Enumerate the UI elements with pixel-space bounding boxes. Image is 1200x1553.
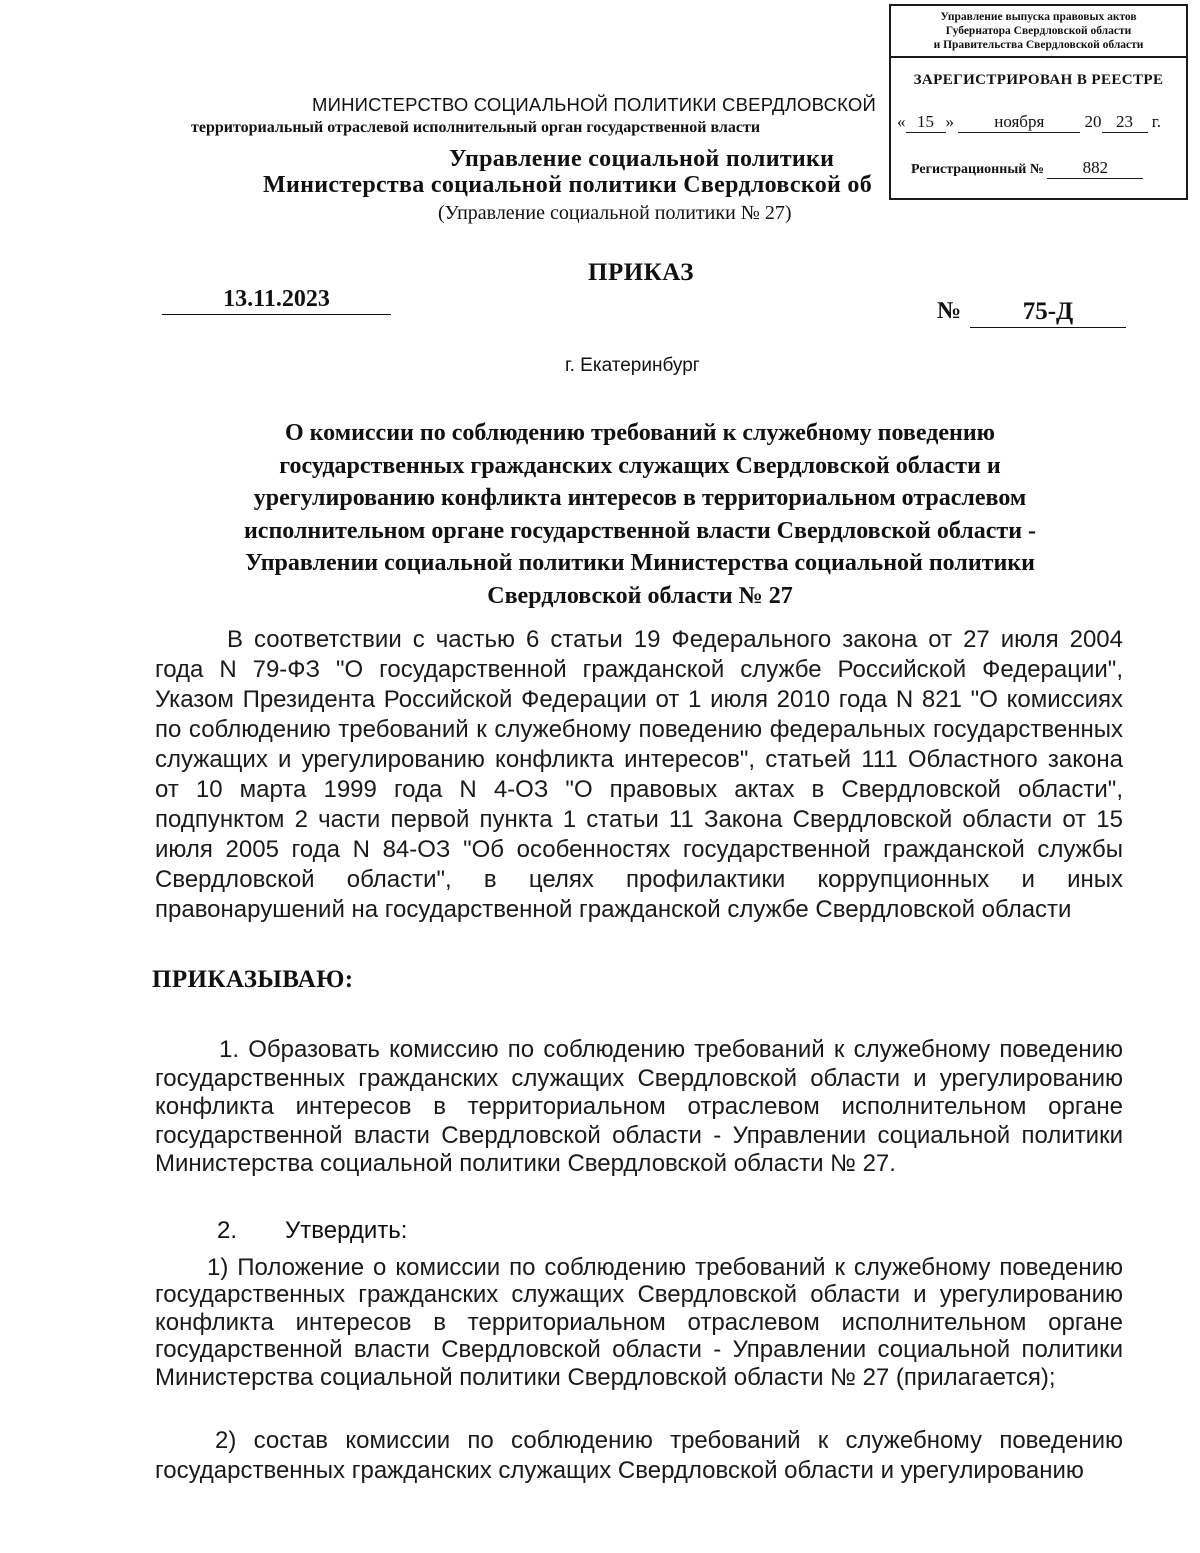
order-item-2-number: 2. (217, 1217, 238, 1244)
department-abbreviation: (Управление социальной политики № 27) (438, 202, 792, 224)
subject-line: исполнительном органе государственной власти Свердловской области - (243, 517, 1037, 544)
stamp-day: 15 (906, 112, 946, 133)
stamp-year-label: г. (1151, 112, 1162, 131)
order-item-1: 1. Образовать комиссию по соблюдению требований к служебному поведению государственных гражданских служащих Свердловской области и урегулированию конфликта интересов в территориальном отраслевом исполнительном органе государственной власти Свердловской области - Управлении социальной политики Министерства социальной политики Свердловской области № 27. (155, 1036, 1123, 1178)
stamp-registered-label: ЗАРЕГИСТРИРОВАН В РЕЕСТРЕ (913, 72, 1164, 88)
order-subitem-1: 1) Положение о комиссии по соблюдению требований к служебному поведению государственных гражданских служащих Свердловской области и урегулированию конфликта интересов в территориальном отраслевом исполнительном органе государственной власти Свердловской области - Управлении социальной политики Министерства социальной политики Свердловской области № 27 (прилагается); (155, 1254, 1123, 1391)
subject-line: Управлении социальной политики Министерства социальной политики (245, 550, 1035, 576)
order-number-label: № (937, 298, 962, 324)
stamp-close-quote: » (945, 112, 954, 131)
department-line: Управление социальной политики (449, 146, 835, 172)
order-item-2-text: Утвердить: (285, 1217, 408, 1244)
stamp-header-line: Губернатора Свердловской области (945, 25, 1132, 37)
stamp-number: 882 (1047, 158, 1143, 179)
territorial-body: территориальный отраслевой исполнительный орган государственной власти (191, 119, 761, 136)
registration-stamp (889, 4, 1188, 200)
city: г. Екатеринбург (565, 355, 700, 376)
stamp-header (891, 6, 1186, 58)
preamble-paragraph: В соответствии с частью 6 статьи 19 Федерального закона от 27 июля 2004 года N 79-ФЗ "О государственной гражданской службе Российской Федерации", Указом Президента Российской Федерации от 1 июля 2010 года N 821 "О комиссиях по соблюдению требований к служебному поведению федеральных государственных служащих и урегулированию конфликта интересов", статьей 111 Областного закона от 10 марта 1999 года N 4-ОЗ "О правовых актах в Свердловской области", подпунктом 2 части первой пункта 1 статьи 11 Закона Свердловской области от 15 июля 2005 года N 84-ОЗ "Об особенностях государственной гражданской службы Свердловской области", в целях профилактики коррупционных и иных правонарушений на государственной гражданской службе Свердловской области (155, 626, 1123, 923)
subject-line: государственных гражданских служащих Свердловской области и (279, 452, 1001, 479)
stamp-year-prefix: 20 (1084, 112, 1102, 131)
order-item-2 (217, 1217, 407, 1245)
stamp-date (897, 112, 1161, 133)
document-type-title: ПРИКАЗ (588, 259, 694, 286)
stamp-year: 23 (1102, 112, 1148, 133)
subject-line: Свердловской области № 27 (487, 582, 793, 609)
stamp-number-label: Регистрационный № (911, 162, 1044, 177)
stamp-header-line: и Правительства Свердловской области (933, 39, 1144, 51)
order-date: 13.11.2023 (162, 284, 391, 315)
subject-line: О комиссии по соблюдению требований к служебному поведению (285, 420, 995, 446)
stamp-header-line: Управление выпуска правовых актов (940, 11, 1137, 23)
ministry-name: МИНИСТЕРСТВО СОЦИАЛЬНОЙ ПОЛИТИКИ СВЕРДЛОВСКОЙ (312, 94, 876, 115)
order-subject (160, 417, 1120, 612)
subject-line: урегулированию конфликта интересов в территориальном отраслевом (253, 485, 1027, 511)
directive-heading: ПРИКАЗЫВАЮ: (152, 966, 354, 993)
stamp-number-row (911, 158, 1143, 179)
order-subitem-2: 2) состав комиссии по соблюдению требований к служебному поведению государственных гражданских служащих Свердловской области и урегулированию (155, 1427, 1123, 1484)
department-line: Министерства социальной политики Свердловской об (263, 172, 873, 198)
stamp-month: ноября (958, 112, 1080, 133)
order-number: 75-Д (970, 297, 1126, 328)
stamp-open-quote: « (897, 112, 906, 131)
